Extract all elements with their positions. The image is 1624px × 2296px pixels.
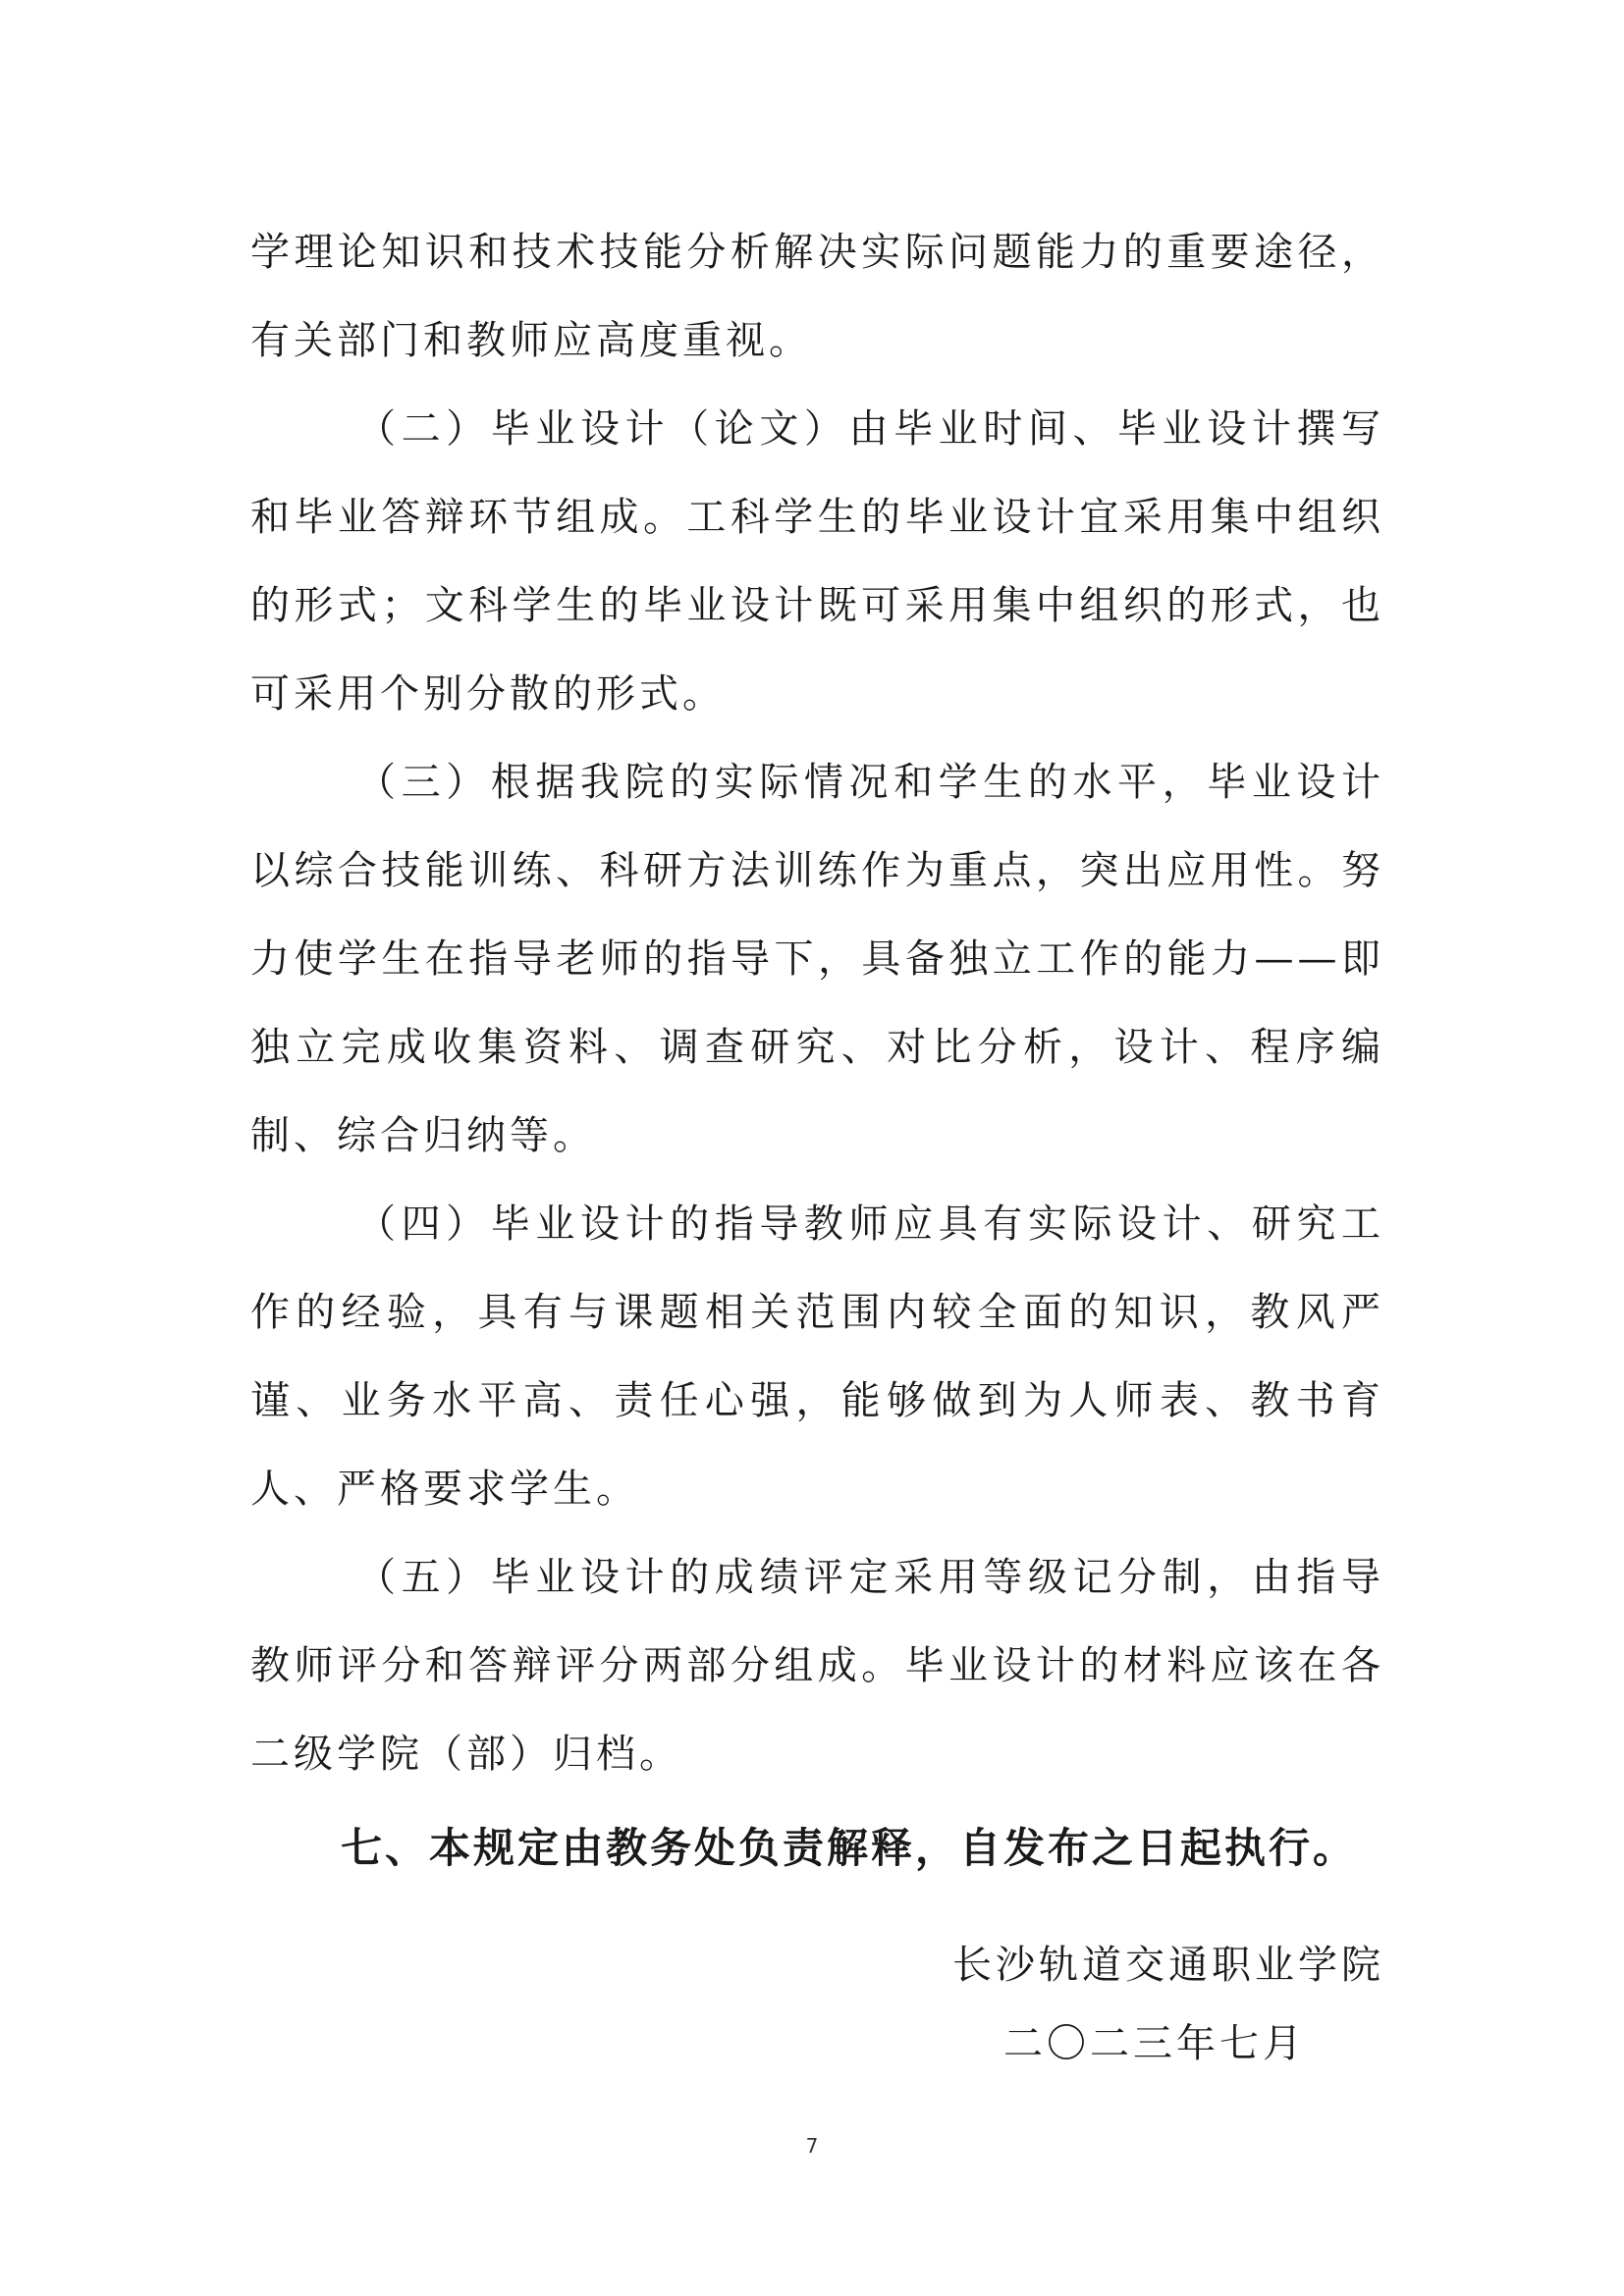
paragraph-item-5: （五）毕业设计的成绩评定采用等级记分制，由指导教师评分和答辩评分两部分组成。毕业设计的材料应该在各二级学院（部）归档。 [250,1555,1384,1777]
page-number: 7 [805,2134,819,2158]
section-heading-7: 七、本规定由教务处负责解释，自发布之日起执行。 [341,1824,1358,1872]
paragraph-continuation: 学理论知识和技术技能分析解决实际问题能力的重要途径，有关部门和教师应高度重视。 [250,230,1384,363]
paragraph-item-3: （三）根据我院的实际情况和学生的水平，毕业设计以综合技能训练、科研方法训练作为重点，突出应用性。努力使学生在指导老师的指导下，具备独立工作的能力——即独立完成收集资料、调查研究、对比分析，设计、程序编制、综合归纳等。 [250,760,1384,1158]
signature-block [795,1926,1384,2083]
paragraph-item-4: （四）毕业设计的指导教师应具有实际设计、研究工作的经验，具有与课题相关范围内较全面的知识，教风严谨、业务水平高、责任心强，能够做到为人师表、教书育人、严格要求学生。 [250,1201,1384,1512]
paragraph-item-2: （二）毕业设计（论文）由毕业时间、毕业设计撰写和毕业答辩环节组成。工科学生的毕业设计宜采用集中组织的形式；文科学生的毕业设计既可采用集中组织的形式，也可采用个别分散的形式。 [250,406,1384,717]
document-body [250,208,1384,1898]
signature-date: 二〇二三年七月 [1003,2021,1306,2066]
signature-organization: 长沙轨道交通职业学院 [952,1943,1384,1988]
